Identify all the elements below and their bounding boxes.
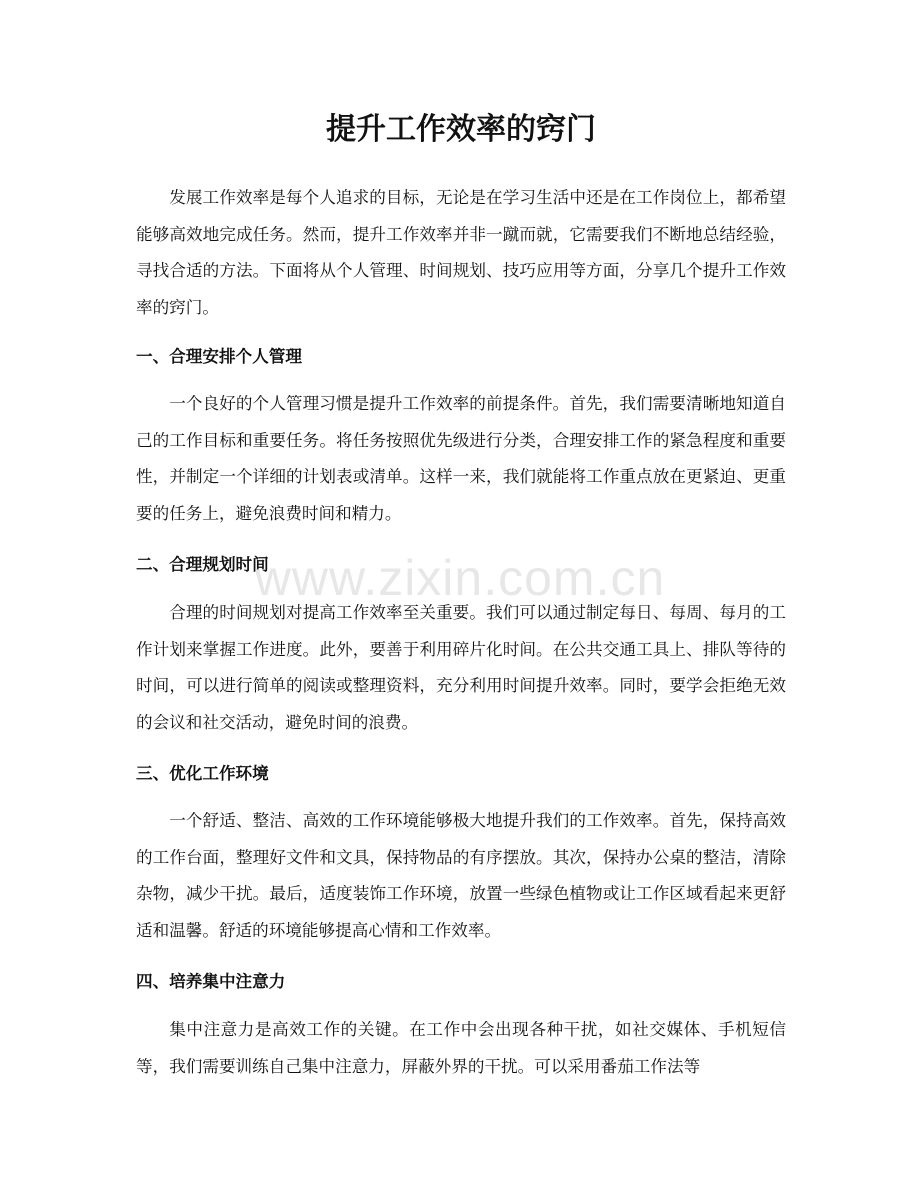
intro-paragraph: 发展工作效率是每个人追求的目标，无论是在学习生活中还是在工作岗位上，都希望能够高效地完成任务。然而，提升工作效率并非一蹴而就，它需要我们不断地总结经验，寻找合适的方法。下面将从个人管理、时间规划、技巧应用等方面，分享几个提升工作效率的窍门。 [136, 188, 786, 317]
document-title: 提升工作效率的窍门 [326, 112, 596, 147]
section-body-3: 一个舒适、整洁、高效的工作环境能够极大地提升我们的工作效率。首先，保持高效的工作台面，整理好文件和文具，保持物品的有序摆放。其次，保持办公桌的整洁，清除杂物，减少干扰。最后，适度装饰工作环境，放置一些绿色植物或让工作区域看起来更舒适和温馨。舒适的环境能够提高心情和工作效率。 [136, 811, 786, 940]
watermark-text: www.zixin.com.cn [254, 550, 666, 606]
section-heading-4: 四、培养集中注意力 [136, 972, 286, 991]
section-body-4: 集中注意力是高效工作的关键。在工作中会出现各种干扰，如社交媒体、手机短信等，我们需要训练自己集中注意力，屏蔽外界的干扰。可以采用番茄工作法等 [136, 1020, 786, 1076]
section-heading-3: 三、优化工作环境 [136, 764, 269, 783]
section-body-2: 合理的时间规划对提高工作效率至关重要。我们可以通过制定每日、每周、每月的工作计划来掌握工作进度。此外，要善于利用碎片化时间。在公共交通工具上、排队等待的时间，可以进行简单的阅读或整理资料，充分利用时间提升效率。同时，要学会拒绝无效的会议和社交活动，避免时间的浪费。 [136, 603, 786, 732]
section-body-1: 一个良好的个人管理习惯是提升工作效率的前提条件。首先，我们需要清晰地知道自己的工作目标和重要任务。将任务按照优先级进行分类，合理安排工作的紧急程度和重要性，并制定一个详细的计划表或清单。这样一来，我们就能将工作重点放在更紧迫、更重要的任务上，避免浪费时间和精力。 [136, 394, 786, 523]
section-heading-1: 一、合理安排个人管理 [136, 347, 302, 366]
section-heading-2: 二、合理规划时间 [136, 555, 269, 574]
